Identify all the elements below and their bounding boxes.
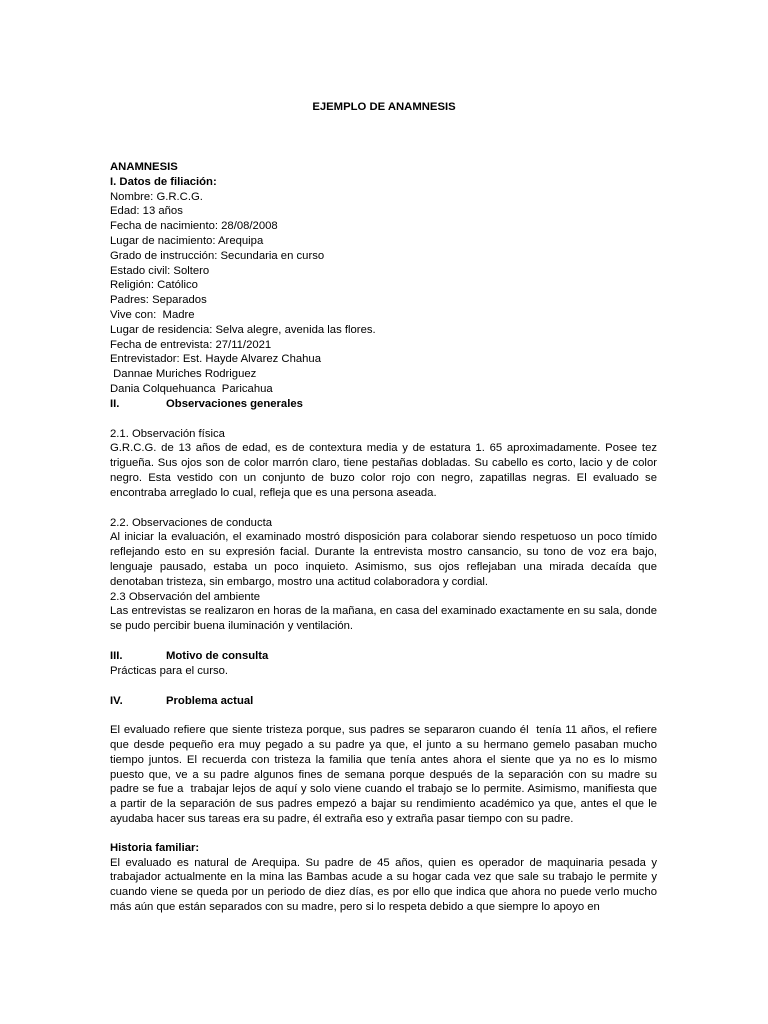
section-3-number: III. [110, 649, 123, 662]
subsection-2-1-title: 2.1. Observación física [110, 427, 225, 440]
section-1-title: I. Datos de filiación: [110, 175, 217, 188]
section-5-text: El evaluado es natural de Arequipa. Su padre de 45 años, quien es operador de maquinaria pesada y trabajador actualmente en la mina las Bambas acude a su hogar cada vez que sale su trabajo le permite y cuando viene se queda por un periodo de diez días, es por ello que indica que ahora no puede verlo mucho más aún que están separados con su madre, pero si lo respeta debido a que siempre lo apoyo en [110, 856, 657, 914]
section-4-number: IV. [110, 694, 123, 707]
section-4-title: Problema actual [166, 694, 254, 707]
section-4-heading [110, 694, 657, 709]
section-3-text: Prácticas para el curso. [110, 664, 229, 677]
filiation-line: Padres: Separados [110, 294, 207, 307]
filiation-line: Vive con: Madre [110, 308, 195, 321]
subsection-2-2-text: Al iniciar la evaluación, el examinado mostró disposición para colaborar siendo respetuoso un poco tímido reflejando esto en su expresión facial. Durante la entrevista mostro cansancio, su tono de voz era bajo, lenguaje pausado, estaba un poco inquieto. Asimismo, sus ojos reflejaban una mirada decaída que denotaban tristeza, sin embargo, mostro una actitud colaboradora y cordial. [110, 531, 657, 588]
filiation-line: Edad: 13 años [110, 205, 183, 218]
filiation-line: Estado civil: Soltero [110, 264, 210, 277]
subsection-2-2-title: 2.2. Observaciones de conducta [110, 516, 273, 529]
filiation-data [110, 190, 657, 397]
anamnesis-heading: ANAMNESIS [110, 161, 178, 173]
filiation-line: Religión: Católico [110, 279, 198, 292]
filiation-line: Dania Colquehuanca Paricahua [110, 382, 273, 395]
section-3-heading [110, 649, 657, 664]
section-5-title: Historia familiar: [110, 841, 200, 854]
filiation-line: Fecha de entrevista: 27/11/2021 [110, 338, 272, 351]
subsection-2-3-title: 2.3 Observación del ambiente [110, 590, 261, 603]
section-4-text: El evaluado refiere que siente tristeza porque, sus padres se separaron cuando él tenía 11 años, el refiere que desde pequeño era muy pegado a su padre ya que, el junto a su hermano gemelo pasaban mucho tiempo juntos. El recuerda con tristeza la familia que tenía antes ahora el siente que ya no es lo mismo puesto que, ve a su padre algunos fines de semana porque después de la separación con su madre su padre se fue a trabajar lejos de aquí y solo viene cuando el trabajo se lo permite. Asimismo, manifiesta que a partir de la separación de sus padres empezó a bajar su rendimiento académico ya que, antes el que le ayudaba hacer sus tareas era su padre, él extraña eso y extraña pasar tiempo con su padre. [110, 724, 661, 826]
section-2-heading [110, 397, 657, 412]
filiation-line: Nombre: G.R.C.G. [110, 190, 203, 203]
filiation-line: Fecha de nacimiento: 28/08/2008 [110, 220, 278, 233]
section-2-title: Observaciones generales [166, 397, 303, 410]
filiation-line: Lugar de residencia: Selva alegre, avenida las flores. [110, 323, 376, 336]
section-2-number: II. [110, 397, 120, 410]
document-title: EJEMPLO DE ANAMNESIS [312, 101, 456, 113]
document-body [110, 160, 661, 915]
filiation-line: Entrevistador: Est. Hayde Alvarez Chahua [110, 353, 321, 366]
section-3-title: Motivo de consulta [166, 649, 269, 662]
filiation-line: Dannae Muriches Rodriguez [110, 368, 257, 381]
filiation-line: Grado de instrucción: Secundaria en curso [110, 249, 325, 262]
subsection-2-3-text: Las entrevistas se realizaron en horas de la mañana, en casa del examinado exactamente en su sala, donde se pudo percibir buena iluminación y ventilación. [110, 605, 657, 633]
filiation-line: Lugar de nacimiento: Arequipa [110, 234, 264, 247]
subsection-2-1-text: G.R.C.G. de 13 años de edad, es de contextura media y de estatura 1. 65 aproximadamente. Posee tez trigueña. Sus ojos son de color marrón claro, tiene pestañas dobladas. Su cabello es corto, lacio y de color negro. Esta vestido con un conjunto de buzo color rojo con negro, zapatillas negras. El evaluado se encontraba arreglado lo cual, refleja que es una persona aseada. [110, 442, 657, 499]
